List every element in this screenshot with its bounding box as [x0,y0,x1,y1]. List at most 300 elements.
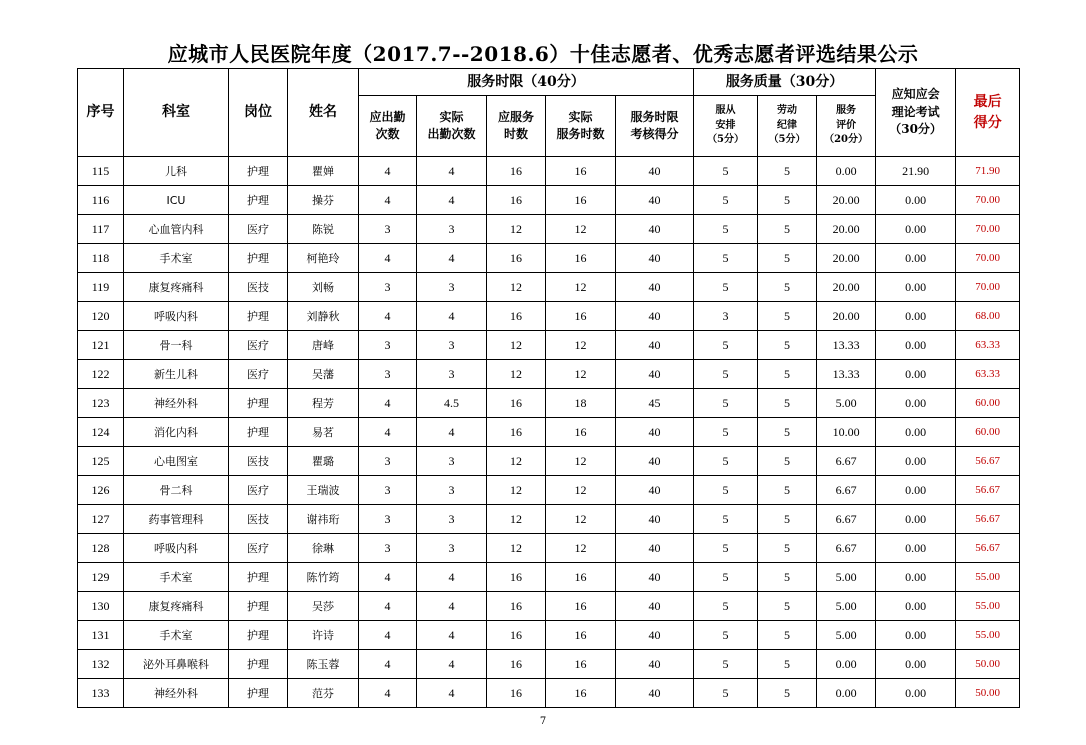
discipline-cell: 5 [758,621,817,650]
exam-cell: 0.00 [876,447,956,476]
time-score-cell: 40 [616,621,694,650]
post-cell: 护理 [229,389,288,418]
evaluation-cell: 20.00 [817,273,876,302]
table-row [78,360,1020,389]
time-score-cell: 40 [616,186,694,215]
evaluation-cell: 13.33 [817,331,876,360]
actual-hours-cell: 16 [546,679,616,708]
row-number: 119 [78,273,124,302]
due-hours-cell: 12 [487,505,546,534]
evaluation-cell: 0.00 [817,679,876,708]
final-score-cell: 70.00 [956,273,1020,302]
actual-count-cell: 4 [417,418,487,447]
dept-cell: 儿科 [124,157,229,186]
evaluation-cell: 6.67 [817,534,876,563]
obey-cell: 5 [694,621,758,650]
discipline-cell: 5 [758,476,817,505]
table-row [78,418,1020,447]
due-hours-cell: 16 [487,389,546,418]
table-row [78,505,1020,534]
final-score-cell: 68.00 [956,302,1020,331]
actual-hours-cell: 16 [546,244,616,273]
exam-cell: 0.00 [876,244,956,273]
table-row [78,157,1020,186]
dept-cell: 手术室 [124,244,229,273]
actual-count-cell: 4.5 [417,389,487,418]
name-cell: 陈锐 [288,215,359,244]
discipline-cell: 5 [758,418,817,447]
post-cell: 医技 [229,273,288,302]
actual-count-cell: 4 [417,650,487,679]
name-cell: 许诗 [288,621,359,650]
post-cell: 护理 [229,621,288,650]
table-row [78,650,1020,679]
row-number: 123 [78,389,124,418]
post-cell: 护理 [229,186,288,215]
discipline-cell: 5 [758,157,817,186]
obey-cell: 5 [694,534,758,563]
post-cell: 医技 [229,447,288,476]
actual-hours-cell: 12 [546,273,616,302]
table-row [78,389,1020,418]
final-score-cell: 56.67 [956,447,1020,476]
dept-cell: 呼吸内科 [124,534,229,563]
dept-cell: 手术室 [124,621,229,650]
table-row [78,447,1020,476]
table-body [78,157,1020,708]
obey-cell: 5 [694,418,758,447]
time-score-cell: 40 [616,476,694,505]
final-score-cell: 70.00 [956,215,1020,244]
row-number: 126 [78,476,124,505]
obey-cell: 5 [694,360,758,389]
post-cell: 医疗 [229,331,288,360]
evaluation-cell: 20.00 [817,244,876,273]
exam-cell: 0.00 [876,621,956,650]
due-count-cell: 4 [359,244,417,273]
due-count-cell: 4 [359,650,417,679]
due-hours-cell: 12 [487,476,546,505]
post-cell: 护理 [229,302,288,331]
actual-hours-cell: 16 [546,157,616,186]
actual-count-cell: 4 [417,244,487,273]
evaluation-cell: 20.00 [817,186,876,215]
due-hours-cell: 12 [487,273,546,302]
actual-hours-cell: 12 [546,215,616,244]
row-number: 129 [78,563,124,592]
header-name: 姓名 [288,69,359,157]
table-row [78,215,1020,244]
actual-count-cell: 4 [417,621,487,650]
due-hours-cell: 12 [487,447,546,476]
post-cell: 医疗 [229,476,288,505]
discipline-cell: 5 [758,534,817,563]
dept-cell: 康复疼痛科 [124,592,229,621]
results-table [77,68,1020,708]
discipline-cell: 5 [758,273,817,302]
dept-cell: 骨一科 [124,331,229,360]
discipline-cell: 5 [758,592,817,621]
post-cell: 护理 [229,679,288,708]
actual-hours-cell: 12 [546,476,616,505]
row-number: 132 [78,650,124,679]
dept-cell: 心血管内科 [124,215,229,244]
discipline-cell: 5 [758,563,817,592]
obey-cell: 5 [694,389,758,418]
dept-cell: 药事管理科 [124,505,229,534]
name-cell: 范芬 [288,679,359,708]
due-count-cell: 3 [359,505,417,534]
actual-count-cell: 4 [417,186,487,215]
page-title: 应城市人民医院年度（2017.7--2018.6）十佳志愿者、优秀志愿者评选结果公示 [167,42,919,66]
dept-cell: 心电图室 [124,447,229,476]
name-cell: 吴藩 [288,360,359,389]
time-score-cell: 40 [616,650,694,679]
dept-cell: 神经外科 [124,389,229,418]
time-score-cell: 40 [616,157,694,186]
exam-cell: 0.00 [876,563,956,592]
table-row [78,563,1020,592]
time-score-cell: 40 [616,273,694,302]
discipline-cell: 5 [758,186,817,215]
final-score-cell: 63.33 [956,360,1020,389]
row-number: 115 [78,157,124,186]
name-cell: 谢祎珩 [288,505,359,534]
dept-cell: 新生儿科 [124,360,229,389]
actual-count-cell: 4 [417,157,487,186]
header-actual-count: 实际 出勤次数 [417,96,487,157]
actual-count-cell: 3 [417,273,487,302]
due-hours-cell: 12 [487,360,546,389]
final-score-cell: 60.00 [956,418,1020,447]
name-cell: 刘静秋 [288,302,359,331]
header-obey: 服从 安排 （5分） [694,96,758,157]
obey-cell: 5 [694,650,758,679]
name-cell: 操芬 [288,186,359,215]
final-score-cell: 56.67 [956,505,1020,534]
exam-cell: 0.00 [876,592,956,621]
final-score-cell: 60.00 [956,389,1020,418]
row-number: 131 [78,621,124,650]
evaluation-cell: 0.00 [817,157,876,186]
name-cell: 吴莎 [288,592,359,621]
actual-count-cell: 4 [417,592,487,621]
header-no: 序号 [78,69,124,157]
due-count-cell: 4 [359,186,417,215]
due-count-cell: 3 [359,331,417,360]
obey-cell: 5 [694,447,758,476]
due-count-cell: 3 [359,476,417,505]
time-score-cell: 40 [616,592,694,621]
exam-cell: 0.00 [876,302,956,331]
due-count-cell: 3 [359,360,417,389]
actual-hours-cell: 18 [546,389,616,418]
due-count-cell: 4 [359,679,417,708]
due-hours-cell: 12 [487,534,546,563]
name-cell: 徐琳 [288,534,359,563]
final-score-cell: 56.67 [956,534,1020,563]
header-due-count: 应出勤 次数 [359,96,417,157]
post-cell: 护理 [229,244,288,273]
due-count-cell: 3 [359,273,417,302]
obey-cell: 5 [694,157,758,186]
name-cell: 瞿璐 [288,447,359,476]
final-score-cell: 55.00 [956,592,1020,621]
time-score-cell: 40 [616,563,694,592]
due-count-cell: 4 [359,592,417,621]
dept-cell: 手术室 [124,563,229,592]
exam-cell: 0.00 [876,650,956,679]
header-actual-hours: 实际 服务时数 [546,96,616,157]
final-score-cell: 50.00 [956,679,1020,708]
due-count-cell: 4 [359,302,417,331]
row-number: 130 [78,592,124,621]
evaluation-cell: 6.67 [817,447,876,476]
evaluation-cell: 13.33 [817,360,876,389]
row-number: 118 [78,244,124,273]
post-cell: 医疗 [229,360,288,389]
time-score-cell: 45 [616,389,694,418]
due-count-cell: 4 [359,621,417,650]
table-row [78,592,1020,621]
exam-cell: 0.00 [876,476,956,505]
time-score-cell: 40 [616,360,694,389]
post-cell: 护理 [229,650,288,679]
actual-hours-cell: 16 [546,563,616,592]
due-hours-cell: 16 [487,186,546,215]
exam-cell: 0.00 [876,360,956,389]
header-service-quality: 服务质量（30分） [694,69,876,96]
time-score-cell: 40 [616,505,694,534]
evaluation-cell: 20.00 [817,302,876,331]
final-score-cell: 55.00 [956,621,1020,650]
exam-cell: 0.00 [876,679,956,708]
post-cell: 护理 [229,157,288,186]
obey-cell: 3 [694,302,758,331]
header-service-time: 服务时限（40分） [359,69,694,96]
row-number: 133 [78,679,124,708]
post-cell: 护理 [229,563,288,592]
actual-hours-cell: 16 [546,302,616,331]
name-cell: 柯艳玲 [288,244,359,273]
row-number: 120 [78,302,124,331]
post-cell: 医技 [229,505,288,534]
evaluation-cell: 6.67 [817,476,876,505]
table-row [78,186,1020,215]
discipline-cell: 5 [758,360,817,389]
exam-cell: 0.00 [876,389,956,418]
obey-cell: 5 [694,476,758,505]
discipline-cell: 5 [758,331,817,360]
actual-count-cell: 3 [417,505,487,534]
evaluation-cell: 5.00 [817,389,876,418]
discipline-cell: 5 [758,447,817,476]
dept-cell: 消化内科 [124,418,229,447]
obey-cell: 5 [694,273,758,302]
dept-cell: 骨二科 [124,476,229,505]
header-time-score: 服务时限 考核得分 [616,96,694,157]
final-score-cell: 63.33 [956,331,1020,360]
final-score-cell: 71.90 [956,157,1020,186]
actual-count-cell: 3 [417,331,487,360]
header-exam: 应知应会 理论考试 （30分） [876,69,956,157]
obey-cell: 5 [694,186,758,215]
header-discipline: 劳动 纪律 （5分） [758,96,817,157]
name-cell: 唐峰 [288,331,359,360]
actual-count-cell: 3 [417,360,487,389]
evaluation-cell: 5.00 [817,563,876,592]
dept-cell: 呼吸内科 [124,302,229,331]
actual-hours-cell: 12 [546,360,616,389]
obey-cell: 5 [694,563,758,592]
post-cell: 医疗 [229,215,288,244]
due-hours-cell: 16 [487,563,546,592]
post-cell: 护理 [229,418,288,447]
obey-cell: 5 [694,505,758,534]
due-hours-cell: 16 [487,302,546,331]
header-due-hours: 应服务 时数 [487,96,546,157]
row-number: 122 [78,360,124,389]
due-count-cell: 3 [359,215,417,244]
obey-cell: 5 [694,331,758,360]
actual-count-cell: 3 [417,534,487,563]
actual-hours-cell: 16 [546,418,616,447]
discipline-cell: 5 [758,244,817,273]
due-hours-cell: 16 [487,592,546,621]
actual-hours-cell: 12 [546,447,616,476]
obey-cell: 5 [694,244,758,273]
due-hours-cell: 16 [487,418,546,447]
table-row [78,534,1020,563]
actual-hours-cell: 12 [546,505,616,534]
final-score-cell: 70.00 [956,244,1020,273]
name-cell: 瞿婵 [288,157,359,186]
row-number: 127 [78,505,124,534]
dept-cell: ICU [124,186,229,215]
due-hours-cell: 16 [487,650,546,679]
name-cell: 王瑞波 [288,476,359,505]
exam-cell: 0.00 [876,331,956,360]
due-hours-cell: 16 [487,621,546,650]
discipline-cell: 5 [758,215,817,244]
row-number: 121 [78,331,124,360]
evaluation-cell: 20.00 [817,215,876,244]
actual-count-cell: 3 [417,215,487,244]
header-dept: 科室 [124,69,229,157]
header-post: 岗位 [229,69,288,157]
time-score-cell: 40 [616,418,694,447]
due-count-cell: 4 [359,418,417,447]
time-score-cell: 40 [616,534,694,563]
due-hours-cell: 16 [487,244,546,273]
row-number: 125 [78,447,124,476]
table-row [78,273,1020,302]
name-cell: 陈竹筠 [288,563,359,592]
due-hours-cell: 12 [487,331,546,360]
evaluation-cell: 0.00 [817,650,876,679]
obey-cell: 5 [694,592,758,621]
table-header [78,69,1020,157]
evaluation-cell: 10.00 [817,418,876,447]
name-cell: 程芳 [288,389,359,418]
due-count-cell: 4 [359,563,417,592]
row-number: 117 [78,215,124,244]
evaluation-cell: 6.67 [817,505,876,534]
actual-count-cell: 4 [417,679,487,708]
actual-hours-cell: 16 [546,650,616,679]
exam-cell: 0.00 [876,186,956,215]
actual-hours-cell: 12 [546,534,616,563]
due-hours-cell: 12 [487,215,546,244]
exam-cell: 0.00 [876,418,956,447]
dept-cell: 泌外耳鼻喉科 [124,650,229,679]
final-score-cell: 55.00 [956,563,1020,592]
exam-cell: 0.00 [876,215,956,244]
actual-hours-cell: 16 [546,621,616,650]
exam-cell: 21.90 [876,157,956,186]
actual-count-cell: 4 [417,302,487,331]
final-score-cell: 56.67 [956,476,1020,505]
actual-hours-cell: 16 [546,592,616,621]
due-hours-cell: 16 [487,679,546,708]
actual-count-cell: 3 [417,476,487,505]
obey-cell: 5 [694,679,758,708]
due-count-cell: 4 [359,389,417,418]
due-hours-cell: 16 [487,157,546,186]
table-row [78,679,1020,708]
table-row [78,244,1020,273]
exam-cell: 0.00 [876,534,956,563]
page-number: 7 [539,716,547,727]
due-count-cell: 4 [359,157,417,186]
final-score-cell: 50.00 [956,650,1020,679]
name-cell: 陈玉蓉 [288,650,359,679]
time-score-cell: 40 [616,244,694,273]
final-score-cell: 70.00 [956,186,1020,215]
discipline-cell: 5 [758,679,817,708]
dept-cell: 神经外科 [124,679,229,708]
actual-count-cell: 4 [417,563,487,592]
exam-cell: 0.00 [876,273,956,302]
due-count-cell: 3 [359,534,417,563]
exam-cell: 0.00 [876,505,956,534]
table-row [78,331,1020,360]
discipline-cell: 5 [758,505,817,534]
discipline-cell: 5 [758,302,817,331]
time-score-cell: 40 [616,679,694,708]
evaluation-cell: 5.00 [817,592,876,621]
dept-cell: 康复疼痛科 [124,273,229,302]
row-number: 128 [78,534,124,563]
due-count-cell: 3 [359,447,417,476]
name-cell: 易茗 [288,418,359,447]
header-final: 最后 得分 [956,69,1020,157]
table-row [78,302,1020,331]
actual-hours-cell: 12 [546,331,616,360]
time-score-cell: 40 [616,331,694,360]
post-cell: 医疗 [229,534,288,563]
table-row [78,476,1020,505]
time-score-cell: 40 [616,447,694,476]
actual-count-cell: 3 [417,447,487,476]
table-row [78,621,1020,650]
row-number: 116 [78,186,124,215]
obey-cell: 5 [694,215,758,244]
discipline-cell: 5 [758,389,817,418]
row-number: 124 [78,418,124,447]
time-score-cell: 40 [616,302,694,331]
actual-hours-cell: 16 [546,186,616,215]
